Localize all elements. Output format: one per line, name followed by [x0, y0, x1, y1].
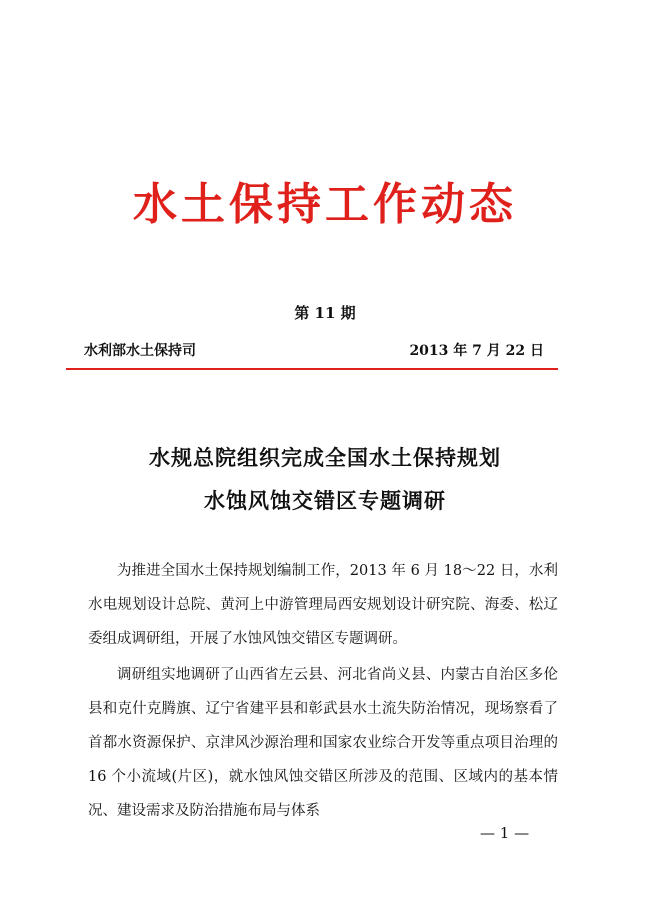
headline-line-1: 水规总院组织完成全国水土保持规划 — [149, 446, 501, 470]
body-text — [88, 554, 558, 830]
issuer: 水利部水土保持司 — [84, 343, 196, 359]
paragraph: 调研组实地调研了山西省左云县、河北省尚义县、内蒙古自治区多伦县和克什克腾旗、辽宁省建平县和彰武县水土流失防治情况，现场察看了首都水资源保护、京津风沙源治理和国家农业综合开发等重点项目治理的 16 个小流域(片区)，就水蚀风蚀交错区所涉及的范围、区域内的基本情况、建设需求及防治措施布局与体系 — [88, 667, 558, 819]
page-number: — 1 — — [480, 824, 530, 842]
headline-line-2: 水蚀风蚀交错区专题调研 — [204, 489, 446, 513]
issue-number: 第 11 期 — [294, 304, 356, 322]
paragraph: 为推进全国水土保持规划编制工作，2013 年 6 月 18～22 日，水利水电规划设计总院、黄河上中游管理局西安规划设计研究院、海委、松辽委组成调研组，开展了水蚀风蚀交错区专题调研。 — [88, 563, 558, 647]
issue-date: 2013 年 7 月 22 日 — [409, 343, 544, 359]
red-divider — [66, 368, 558, 370]
masthead-title: 水土保持工作动态 — [133, 179, 517, 230]
meta-row — [84, 340, 544, 362]
